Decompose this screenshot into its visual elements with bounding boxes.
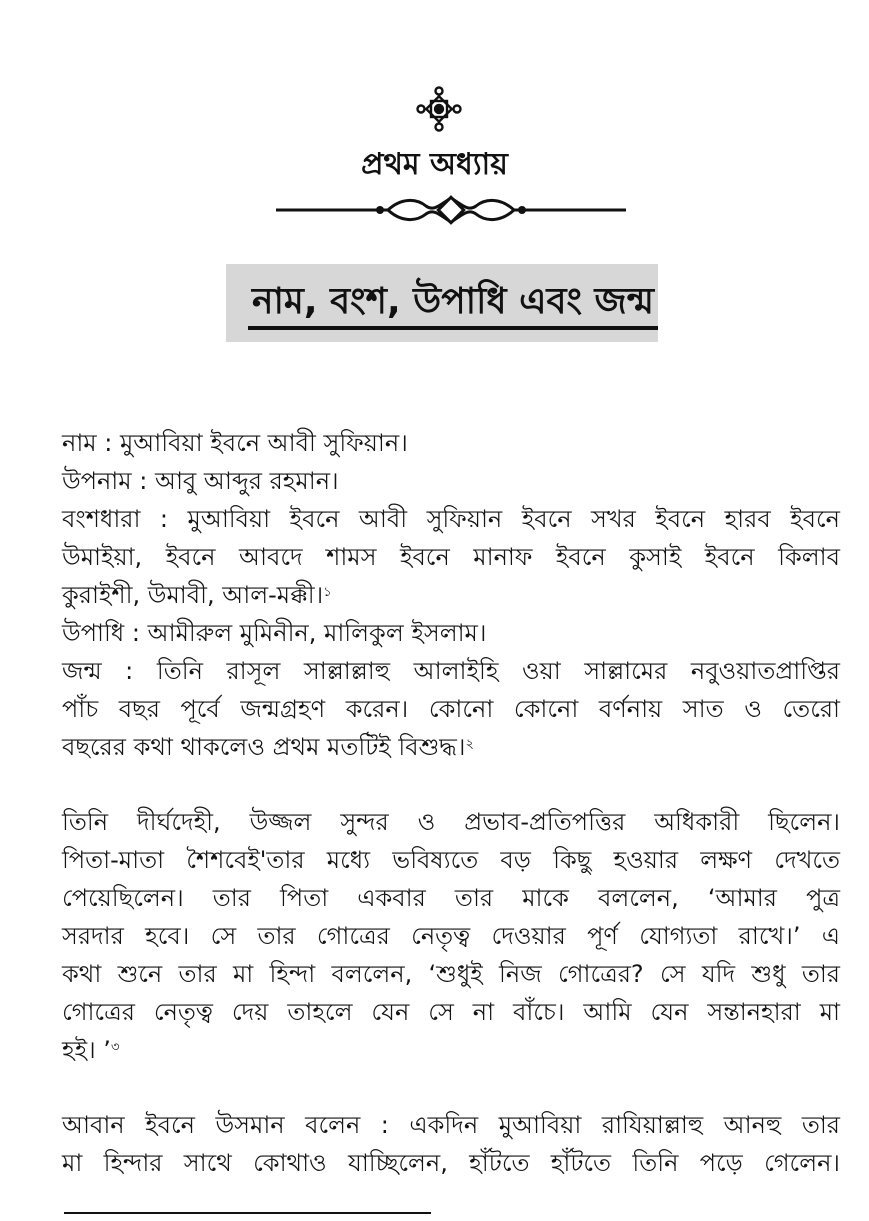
lineage-line: বংশধারা : মুআবিয়া ইবনে আবী সুফিয়ান ইবনে সখর ইবনে হারব ইবনে [62,505,840,533]
birth-line: পাঁচ বছর পূর্বে জন্মগ্রহণ করেন। কোনো কোনো বর্ণনায় সাত ও তেরো [62,695,840,723]
footnote-marker: ৩ [110,1040,120,1055]
name-line: নাম : মুআবিয়া ইবনে আবী সুফিয়ান। [62,429,408,457]
paragraph-gap [62,1069,840,1106]
paragraph-line: সরদার হবে। সে তার গোত্রের নেতৃত্ব দেওয়ার পূর্ণ যোগ্যতা রাখে।’ এ [62,922,840,950]
lineage-text: কুরাইশী, উমাবী, আল-মক্কী। [62,581,324,609]
birth-text: বছরের কথা থাকলেও প্রথম মতটিই বিশুদ্ধ। [62,733,466,761]
birth-line-end [62,728,840,766]
chapter-title: প্রথম অধ্যায় [361,147,508,182]
paragraph-line: পেয়েছিলেন। তার পিতা একবার তার মাকে বললেন, ‘আমার পুত্র [62,884,840,912]
paragraph-line: মা হিন্দার সাথে কোথাও যাচ্ছিলেন, হাঁটতে হাঁটতে তিনি পড়ে গেলেন। [62,1149,840,1177]
kunya-line: উপনাম : আবু আব্দুর রহমান। [62,467,339,495]
paragraph-line: আবান ইবনে উসমান বলেন : একদিন মুআবিয়া রাযিয়াল্লাহু আনহু তার [62,1111,840,1139]
paragraph-line: পিতা-মাতা শৈশবেই'তার মধ্যে ভবিষ্যতে বড় কিছু হওয়ার লক্ষণ দেখতে [62,846,840,874]
paragraph-line-end [62,1031,840,1069]
lineage-line-end [62,576,840,614]
birth-line: জন্ম : তিনি রাসূল সাল্লাল্লাহু আলাইহি ওয়া সাল্লামের নবুওয়াতপ্রাপ্তির [62,657,840,685]
paragraph-line: গোত্রের নেতৃত্ব দেয় তাহলে যেন সে না বাঁচে। আমি যেন সন্তানহারা মা [62,998,840,1026]
footnote-marker: ১ [323,585,332,600]
footnote-rule [64,1212,431,1214]
paragraph-line: কথা শুনে তার মা হিন্দা বললেন, ‘শুধুই নিজ গোত্রের? সে যদি শুধু তার [62,960,840,988]
decorative-divider [276,190,626,230]
section-heading: নাম, বংশ, উপাধি এবং জন্ম [248,274,658,330]
paragraph-line: তিনি দীর্ঘদেহী, উজ্জল সুন্দর ও প্রভাব-প্রতিপত্তির অধিকারী ছিলেন। [62,808,840,836]
paragraph-text: হই। ’ [62,1036,111,1064]
flower-ornament-icon [416,86,462,132]
lineage-line: উমাইয়া, ইবনে আবদে শামস ইবনে মানাফ ইবনে কুসাই ইবনে কিলাব [62,543,840,571]
title-line: উপাধি : আমীরুল মুমিনীন, মালিকুল ইসলাম। [62,619,487,647]
body-text [62,424,840,1182]
footnote-marker: ২ [465,737,474,752]
paragraph-gap [62,766,840,803]
